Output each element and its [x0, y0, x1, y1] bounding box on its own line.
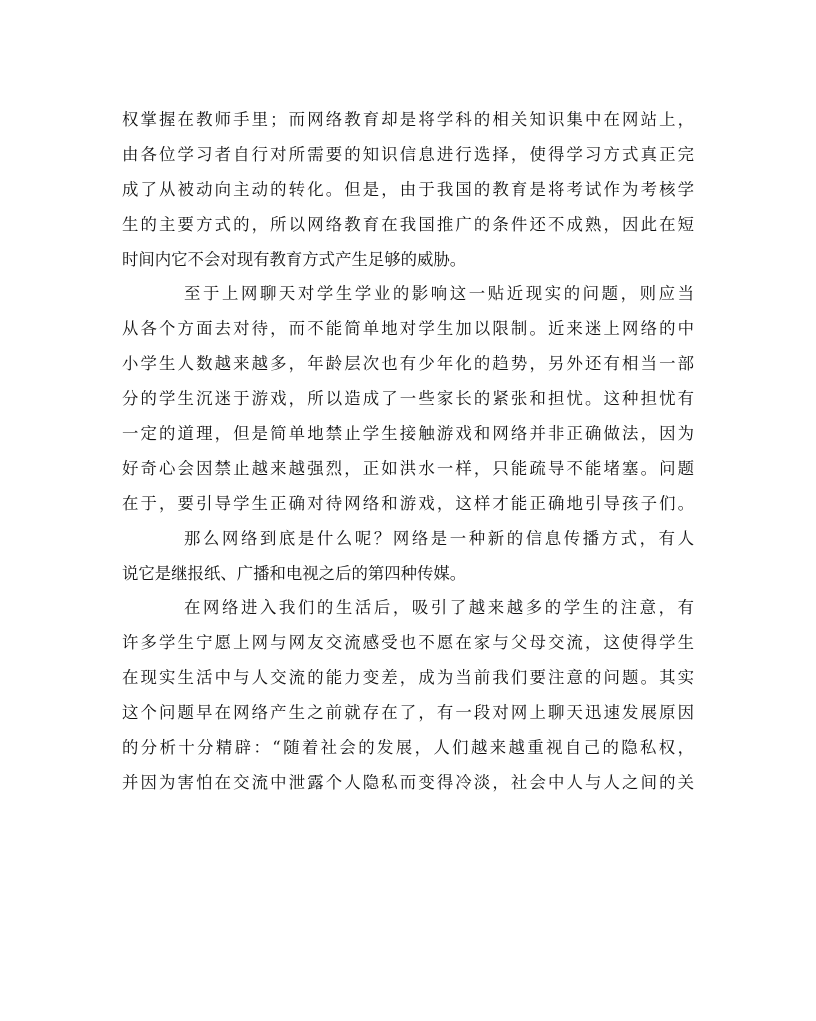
- text-line: 并因为害怕在交流中泄露个人隐私而变得冷淡，社会中人与人之间的关: [122, 772, 694, 792]
- text-line: 由各位学习者自行对所需要的知识信息进行选择，使得学习方式真正完: [122, 144, 694, 164]
- text-line: 在现实生活中与人交流的能力变差，成为当前我们要注意的问题。其实: [122, 668, 694, 688]
- text-line: 好奇心会因禁止越来越强烈，正如洪水一样，只能疏导不能堵塞。问题: [122, 458, 694, 478]
- text-line: 生的主要方式的，所以网络教育在我国推广的条件还不成熟，因此在短: [122, 214, 694, 234]
- text-line: 这个问题早在网络产生之前就存在了，有一段对网上聊天迅速发展原因: [122, 703, 694, 723]
- text-line: 至于上网聊天对学生学业的影响这一贴近现实的问题，则应当: [184, 284, 694, 304]
- paragraph: [122, 591, 694, 800]
- text-line: 权掌握在教师手里；而网络教育却是将学科的相关知识集中在网站上，: [122, 110, 694, 129]
- paragraph: [122, 103, 694, 277]
- text-line: 成了从被动向主动的转化。但是，由于我国的教育是将考试作为考核学: [122, 179, 694, 199]
- text-line: 在于，要引导学生正确对待网络和游戏，这样才能正确地引导孩子们。: [122, 493, 694, 513]
- text-line: 那么网络到底是什么呢？网络是一种新的信息传播方式，有人: [184, 528, 694, 548]
- text-line: 小学生人数越来越多，年龄层次也有少年化的趋势，另外还有相当一部: [122, 354, 694, 374]
- text-line: 在网络进入我们的生活后，吸引了越来越多的学生的注意，有: [184, 598, 694, 618]
- text-line: 时间内它不会对现有教育方式产生足够的威胁。: [122, 249, 467, 269]
- paragraph: [122, 277, 694, 521]
- body-text: [122, 103, 694, 801]
- text-line: 分的学生沉迷于游戏，所以造成了一些家长的紧张和担忧。这种担忧有: [122, 389, 694, 409]
- text-line: 的分析十分精辟：“随着社会的发展，人们越来越重视自己的隐私权，: [122, 738, 694, 758]
- text-line: 说它是继报纸、广播和电视之后的第四种传媒。: [122, 563, 467, 583]
- text-line: 从各个方面去对待，而不能简单地对学生加以限制。近来迷上网络的中: [122, 319, 694, 339]
- text-line: 许多学生宁愿上网与网友交流感受也不愿在家与父母交流，这使得学生: [122, 633, 694, 653]
- paragraph: [122, 522, 694, 592]
- text-line: 一定的道理，但是简单地禁止学生接触游戏和网络并非正确做法，因为: [122, 424, 694, 444]
